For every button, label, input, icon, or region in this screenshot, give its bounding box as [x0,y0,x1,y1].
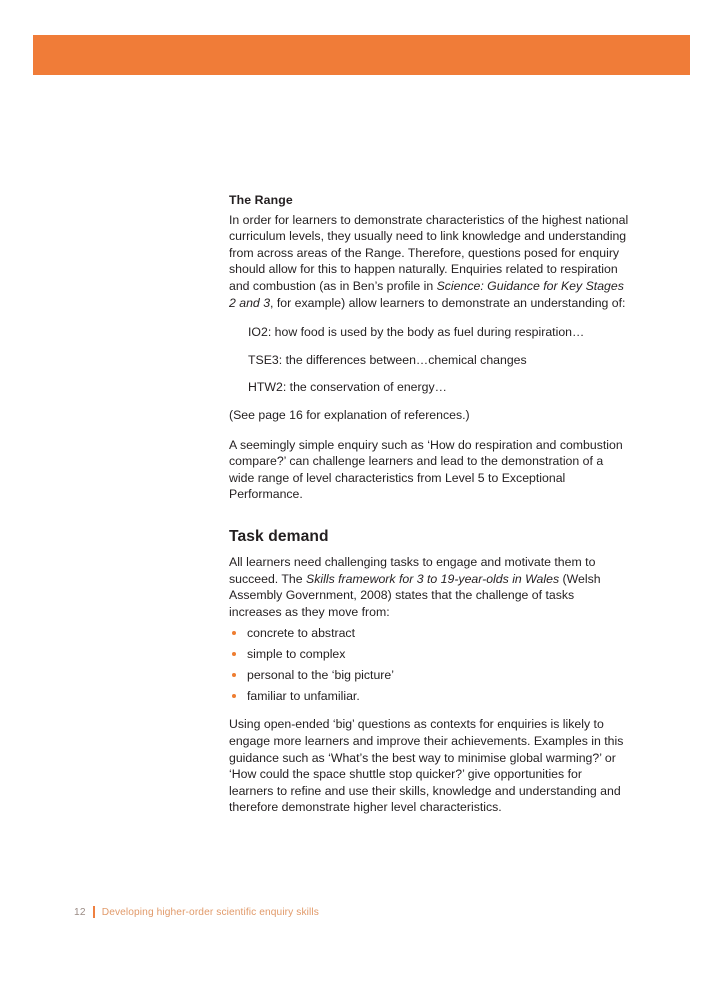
range-intro-text-part-1: In order for learners to demonstrate characteristics of the highest national curriculum levels, they usually need to link knowledge and understanding from across areas of the Range. Therefore, questions posed for enquiry should allow for this to happen naturally. Enquiries related to respiration and combustion (as in Ben’s profile in [229,212,629,293]
task-demand-citation-title: Skills framework for 3 to 19-year-olds in Wales [306,571,560,586]
section-heading-task-demand: Task demand [229,527,329,545]
list-item-label: concrete to abstract [247,625,355,640]
footer-document-title: Developing higher-order scientific enquiry skills [101,906,319,918]
header-orange-band [33,35,690,75]
range-intro-text-part-2: , for example) allow learners to demonstrate an understanding of: [270,295,626,310]
list-item [229,688,629,705]
bullet-point-icon [232,652,236,656]
list-item: TSE3: the differences between…chemical changes [248,352,527,367]
bullet-point-icon [232,673,236,677]
list-item [229,667,629,684]
list-item [229,625,629,642]
range-reference-list [229,324,629,396]
task-demand-bullet-list [229,625,629,705]
task-demand-closing-paragraph: Using open-ended ‘big’ questions as contexts for enquiries is likely to engage more learners and improve their achievements. Examples in this guidance such as ‘What’s the best way to minimise global warming?’ or ‘How could the space shuttle stop quicker?’ give opportunities for learners to refine and use their skills, knowledge and understanding and therefore demonstrate higher level characteristics. [229,717,624,815]
list-item: HTW2: the conservation of energy… [248,380,447,395]
range-intro-paragraph [229,212,629,312]
footer-page-number: 12 [74,906,86,918]
task-demand-intro-text-part-2: (Welsh Assembly Government, 2008) states that the challenge of tasks increases as they move from: [229,571,601,619]
page-content [229,192,629,829]
list-item-label: familiar to unfamiliar. [247,688,360,703]
list-item-label: personal to the ‘big picture’ [247,667,394,682]
range-intro-citation-title: Science: Guidance for Key Stages 2 and 3 [229,278,624,310]
footer-divider-rule [93,906,95,918]
section-heading-the-range: The Range [229,193,293,207]
list-item [229,646,629,663]
reference-explanation-note: (See page 16 for explanation of references.) [229,407,470,422]
list-item-label: simple to complex [247,646,346,661]
bullet-point-icon [232,631,236,635]
task-demand-intro-text-part-1: All learners need challenging tasks to engage and motivate them to succeed. The [229,555,596,586]
page-footer [74,905,319,919]
task-demand-intro-paragraph [229,554,629,620]
bullet-point-icon [232,694,236,698]
list-item: IO2: how food is used by the body as fuel during respiration… [248,325,585,340]
range-closing-paragraph: A seemingly simple enquiry such as ‘How do respiration and combustion compare?’ can challenge learners and lead to the demonstration of a wide range of level characteristics from Level 5 to Exceptional Performance. [229,437,623,502]
